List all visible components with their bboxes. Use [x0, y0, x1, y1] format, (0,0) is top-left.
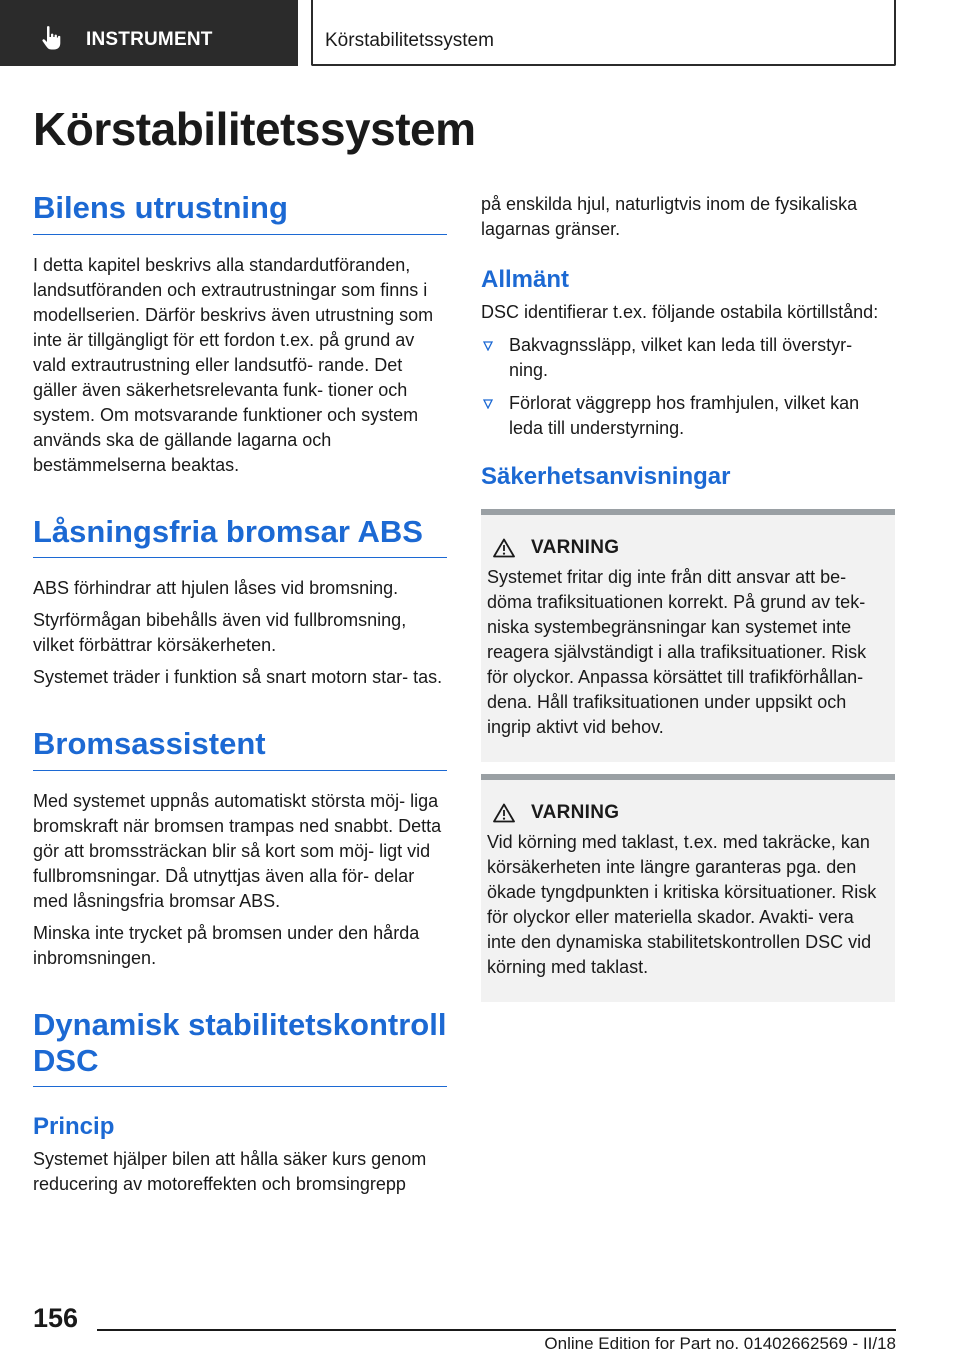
warning-box-2: [481, 774, 895, 1002]
paragraph-continued: på enskilda hjul, naturligtvis inom de fysikaliska lagarnas gränser.: [481, 194, 858, 239]
list-item: Förlorat väggrepp hos framhjulen, vilket kan leda till understyrning.: [481, 391, 895, 441]
warning-triangle-icon: [493, 803, 515, 823]
subheading-principle: Princip: [33, 1113, 115, 1141]
chapter-tab[interactable]: [0, 0, 298, 66]
triangle-bullet-icon: [483, 341, 493, 351]
heading-equipment: Bilens utrustning: [33, 190, 447, 235]
page-title: Körstabilitetssystem: [33, 103, 476, 155]
footer-divider: [97, 1329, 896, 1331]
paragraph-brake-assist-1: Med systemet uppnås automatiskt största möj‐ liga bromskraft när bromsen trampas ned snabbt. Detta gör att bromssträckan blir så kort som möj‐ ligt vid fullbromsningar. Då utnyttjas även alla för‐ delar med låsningsfria bromsar ABS.: [33, 790, 442, 911]
warning-text: Systemet fritar dig inte från ditt ansvar att be‐ döma trafiksituationen korrekt. På grund av tek‐ niska systembegränsningar kan systemet inte reagera självständigt i alla trafiksituationer. Risk för olyckor. Anpassa körsättet till trafikförhållan‐ dena. Håll trafiksituationen under uppsikt och ingrip aktivt vid behov.: [487, 567, 867, 737]
paragraph-equipment: I detta kapitel beskrivs alla standardutföranden, landsutföranden och extrautrustningar som finns i modellserien. Därför beskrivs även utrustning som inte är tillgängligt för ett fordon t.ex. på grund av vald extrautrustning eller landsutfö‐ rande. Det gäller även säkerhetsrelevanta funk‐ tioner och system. Om motsvarande funktioner och system används ska de gällande lagarna och bestämmelserna beaktas.: [33, 254, 434, 475]
edition-note: Online Edition for Part no. 01402662569 - II/18: [544, 1334, 896, 1353]
paragraph-abs-2: Styrförmågan bibehålls även vid fullbromsning, vilket förbättrar körsäkerheten.: [33, 610, 407, 656]
subheading-safety: Säkerhetsanvisningar: [481, 463, 731, 490]
left-column: [33, 190, 447, 1204]
warning-title: VARNING: [531, 537, 620, 558]
triangle-bullet-icon: [483, 399, 493, 409]
chapter-title: INSTRUMENT: [86, 29, 213, 50]
right-column: [481, 192, 895, 1002]
warning-box-1: [481, 509, 895, 762]
page-number: 156: [33, 1303, 79, 1333]
subheading-general: Allmänt: [481, 266, 570, 293]
bullet-list: [481, 333, 895, 441]
warning-text: Vid körning med taklast, t.ex. med takräcke, kan körsäkerheten inte längre garanteras pga. den ökade tyngdpunkten i kritiska körsituationer. Risk för olyckor eller materiella skador. Avakti‐ vera inte den dynamiska stabilitetskontrollen DSC vid körning med taklast.: [487, 832, 877, 977]
paragraph-general: DSC identifierar t.ex. följande ostabila körtillstånd:: [481, 302, 879, 322]
heading-brake-assist: Bromsassistent: [33, 726, 447, 771]
paragraph-brake-assist-2: Minska inte trycket på bromsen under den hårda inbromsningen.: [33, 922, 420, 968]
hand-pointer-icon: [38, 24, 66, 52]
section-title: Körstabilitetssystem: [325, 30, 494, 51]
list-item: Bakvagnssläpp, vilket kan leda till överstyr‐ ning.: [481, 333, 895, 383]
warning-title: VARNING: [531, 802, 620, 823]
paragraph-principle: Systemet hjälper bilen att hålla säker kurs genom reducering av motoreffekten och bromsingrepp: [33, 1149, 427, 1195]
paragraph-abs-3: Systemet träder i funktion så snart motorn star‐ tas.: [33, 667, 443, 688]
warning-triangle-icon: [493, 538, 515, 558]
paragraph-abs-1: ABS förhindrar att hjulen låses vid bromsning.: [33, 578, 399, 599]
heading-dsc: Dynamisk stabilitetskontroll DSC: [33, 1007, 447, 1087]
heading-abs: Låsningsfria bromsar ABS: [33, 514, 447, 559]
